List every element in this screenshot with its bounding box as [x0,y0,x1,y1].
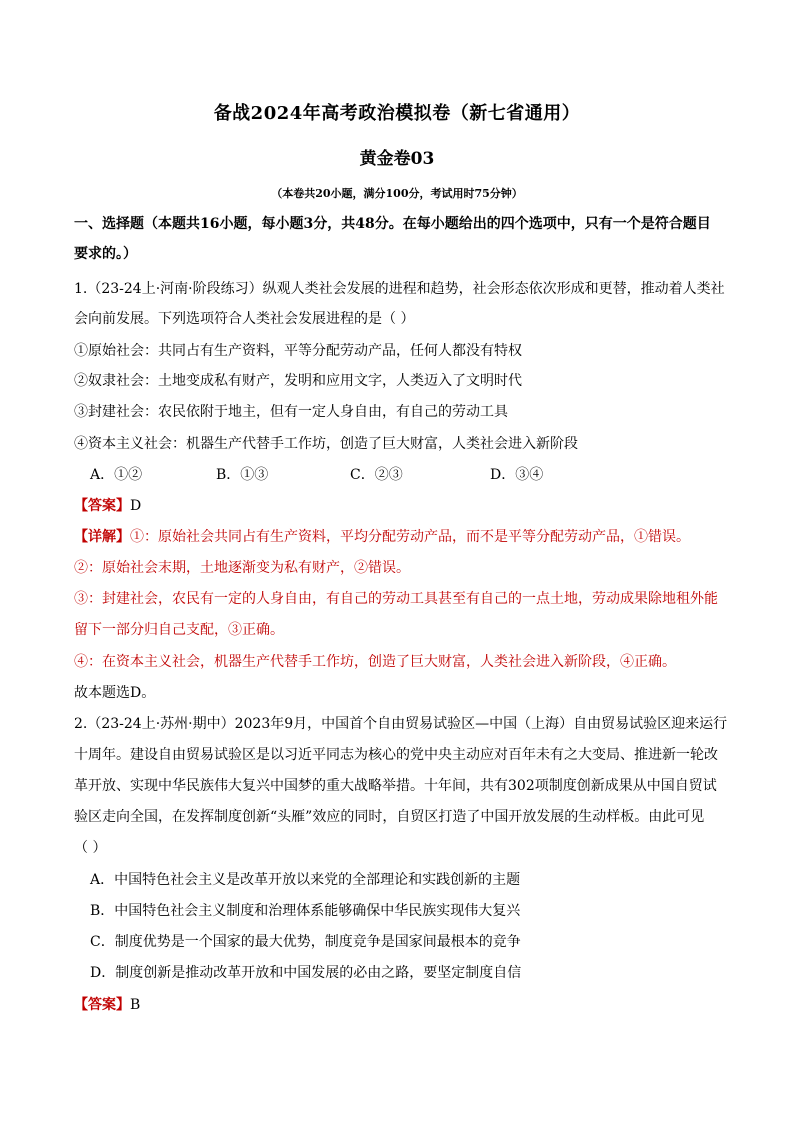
answer-value: D [130,498,142,514]
q1-stem-line1: 1.（23-24上·河南·阶段练习）纵观人类社会发展的进程和趋势，社会形态依次形成和更替，推动着人类社 [74,281,725,297]
page-title: 备战2024年高考政治模拟卷（新七省通用） [213,103,581,124]
exam-note: （本卷共20小题，满分100分，考试用时75分钟） [271,187,523,200]
q2-option-d[interactable]: D．制度创新是推动改革开放和中国发展的必由之路，要坚定制度自信 [90,965,522,981]
q2-option-b[interactable]: B．中国特色社会主义制度和治理体系能够确保中华民族实现伟大复兴 [90,903,521,919]
q1-stem-line2: 会向前发展。下列选项符合人类社会发展进程的是（ ） [74,311,415,327]
q2-stem-line5: （ ） [74,840,107,856]
q1-answer [74,496,724,516]
section-heading-line1: 一、选择题（本题共16小题，每小题3分，共48分。在每小题给出的四个选项中，只有一个是符合题目 [74,216,711,232]
answer-tag: 【答案】 [74,997,130,1013]
q1-detail-line3: ③：封建社会，农民有一定的人身自由，有自己的劳动工具甚至有自己的一点土地，劳动成果除地租外能 [74,591,718,607]
answer-tag: 【答案】 [74,498,130,514]
detail-tag: 【详解】 [74,529,130,545]
q1-detail-line5: ④：在资本主义社会，机器生产代替手工作坊，创造了巨大财富，人类社会进入新阶段，④正确。 [74,654,676,670]
q1-option-b[interactable]: B．①③ [216,467,269,483]
q1-option-a[interactable]: A．①② [90,467,143,483]
q2-answer [74,995,724,1015]
q2-option-c[interactable]: C．制度优势是一个国家的最大优势，制度竞争是国家间最根本的竞争 [90,934,521,950]
q1-item-4: ④资本主义社会：机器生产代替手工作坊，创造了巨大财富，人类社会进入新阶段 [74,436,578,452]
q1-detail-line1 [74,527,724,547]
q1-option-d[interactable]: D．③④ [490,467,544,483]
q1-detail-line2: ②：原始社会末期，土地逐渐变为私有财产，②错误。 [74,560,410,576]
q2-stem-line4: 验区走向全国，在发挥制度创新“头雁”效应的同时，自贸区打造了中国开放发展的生动样板。由此可见 [74,809,705,825]
q1-item-3: ③封建社会：农民依附于地主，但有一定人身自由，有自己的劳动工具 [74,404,508,420]
q1-conclusion: 故本题选D。 [74,685,156,701]
section-heading-line2: 要求的。） [74,246,137,262]
detail-text: ①：原始社会共同占有生产资料，平均分配劳动产品，而不是平等分配劳动产品，①错误。 [130,529,690,545]
q1-detail-line4: 留下一部分归自己支配，③正确。 [74,622,284,638]
q2-option-a[interactable]: A．中国特色社会主义是改革开放以来党的全部理论和实践创新的主题 [90,872,521,888]
answer-value: B [130,997,141,1013]
q1-item-2: ②奴隶社会：土地变成私有财产，发明和应用文字，人类迈入了文明时代 [74,373,522,389]
q1-option-c[interactable]: C．②③ [350,467,403,483]
q2-stem-line2: 十周年。建设自由贸易试验区是以习近平同志为核心的党中央主动应对百年未有之大变局、推进新一轮改 [74,747,718,763]
q2-stem-line1: 2.（23-24上·苏州·期中）2023年9月，中国首个自由贸易试验区—中国（上海）自由贸易试验区迎来运行 [74,716,728,732]
q1-options [90,465,740,485]
q2-stem-line3: 革开放、实现中华民族伟大复兴中国梦的重大战略举措。十年间，共有302项制度创新成果从中国自贸试 [74,778,717,794]
page-subtitle: 黄金卷03 [359,149,435,169]
q1-item-1: ①原始社会：共同占有生产资料，平等分配劳动产品，任何人都没有特权 [74,343,522,359]
